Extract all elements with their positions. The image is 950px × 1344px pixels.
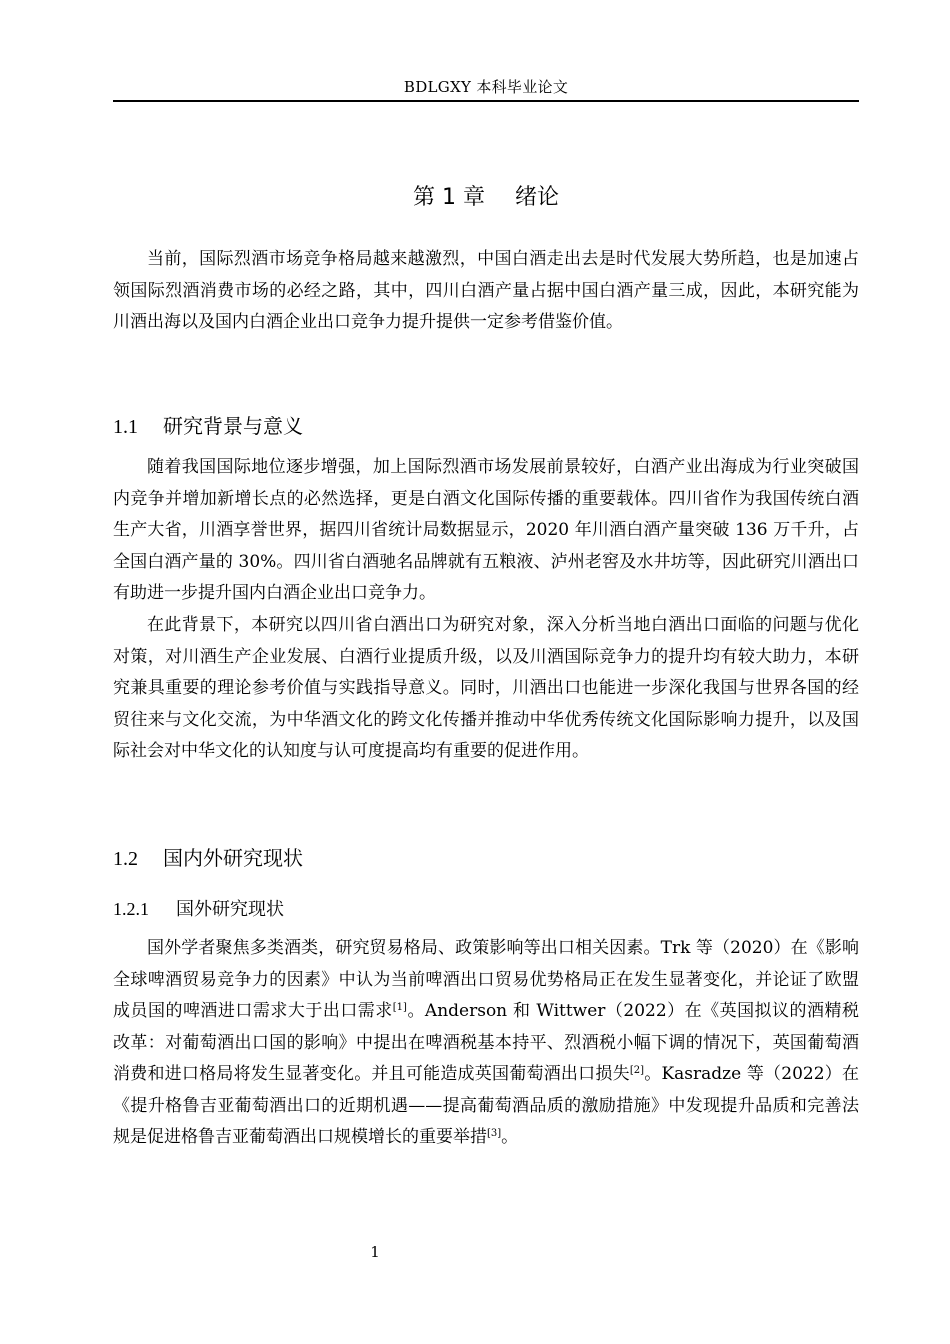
section-heading-1-2: [113, 842, 303, 871]
section-number: 1.1: [113, 416, 138, 438]
subsection-title: 国外研究现状: [176, 899, 284, 920]
page-number: 1: [370, 1243, 380, 1261]
chapter-title: 绪论: [514, 185, 559, 210]
chapter-number: 第 1 章: [413, 185, 485, 210]
section-heading-1-1: [113, 410, 303, 439]
section-title: 研究背景与意义: [163, 414, 303, 438]
citation-link[interactable]: [2]: [629, 1065, 645, 1076]
citation-link[interactable]: [1]: [392, 1002, 407, 1013]
header-rule: [113, 100, 859, 102]
section-title: 国内外研究现状: [163, 846, 303, 870]
text-segment: 。: [501, 1127, 519, 1147]
background-paragraph-1: 随着我国国际地位逐步增强，加上国际烈酒市场发展前景较好，白酒产业出海成为行业突破国内竞争并增加新增长点的必然选择，更是白酒文化国际传播的重要载体。四川省作为我国传统白酒生产大省，川酒享誉世界，据四川省统计局数据显示，2020 年川酒白酒产量突破 136 万千升，占全国白酒产量的 30%。四川省白酒驰名品牌就有五粮液、泸州老窖及水井坊等，因此研究川酒出口有助进一步提升国内白酒企业出口竞争力。: [113, 457, 859, 603]
text-segment: 国外学者聚焦多类酒类，研究贸易格局、政策影响等出口相关因素。Trk 等（2020）在《影响全球啤酒贸易竞争力的因素》中认为当前啤酒出口贸易优势格局正在发生显著变化，并论证了欧盟成员国的啤酒进口需求大于出口需求: [113, 938, 859, 1021]
running-header: BDLGXY 本科毕业论文: [403, 78, 569, 96]
text-segment: 。Kasradze 等（2022）在《提升格鲁吉亚葡萄酒出口的近期机遇——提高葡萄酒品质的激励措施》中发现提升品质和完善法规是促进格鲁吉亚葡萄酒出口规模增长的重要举措: [113, 1064, 860, 1147]
citation-link[interactable]: [3]: [487, 1128, 502, 1139]
foreign-research-paragraph: [113, 933, 859, 1154]
text-segment: 。Anderson 和 Wittwer（2022）在《英国拟议的酒精税改革：对葡萄酒出口国的影响》中提出在啤酒税基本持平、烈酒税小幅下调的情况下，英国葡萄酒消费和进口格局将发生显著变化。并且可能造成英国葡萄酒出口损失: [113, 1001, 859, 1084]
section-number: 1.2: [113, 848, 138, 870]
background-paragraph-2: 在此背景下，本研究以四川省白酒出口为研究对象，深入分析当地白酒出口面临的问题与优化对策，对川酒生产企业发展、白酒行业提质升级，以及川酒国际竞争力的提升均有较大助力，本研究兼具重要的理论参考价值与实践指导意义。同时，川酒出口也能进一步深化我国与世界各国的经贸往来与文化交流，为中华酒文化的跨文化传播并推动中华优秀传统文化国际影响力提升，以及国际社会对中华文化的认知度与认可度提高均有重要的促进作用。: [113, 615, 859, 761]
subsection-heading-1-2-1: [113, 895, 284, 921]
intro-paragraph: 当前，国际烈酒市场竞争格局越来越激烈，中国白酒走出去是时代发展大势所趋，也是加速占领国际烈酒消费市场的必经之路，其中，四川白酒产量占据中国白酒产量三成，因此，本研究能为川酒出海以及国内白酒企业出口竞争力提升提供一定参考借鉴价值。: [113, 249, 859, 332]
subsection-number: 1.2.1: [113, 899, 149, 919]
chapter-heading: [113, 180, 859, 211]
